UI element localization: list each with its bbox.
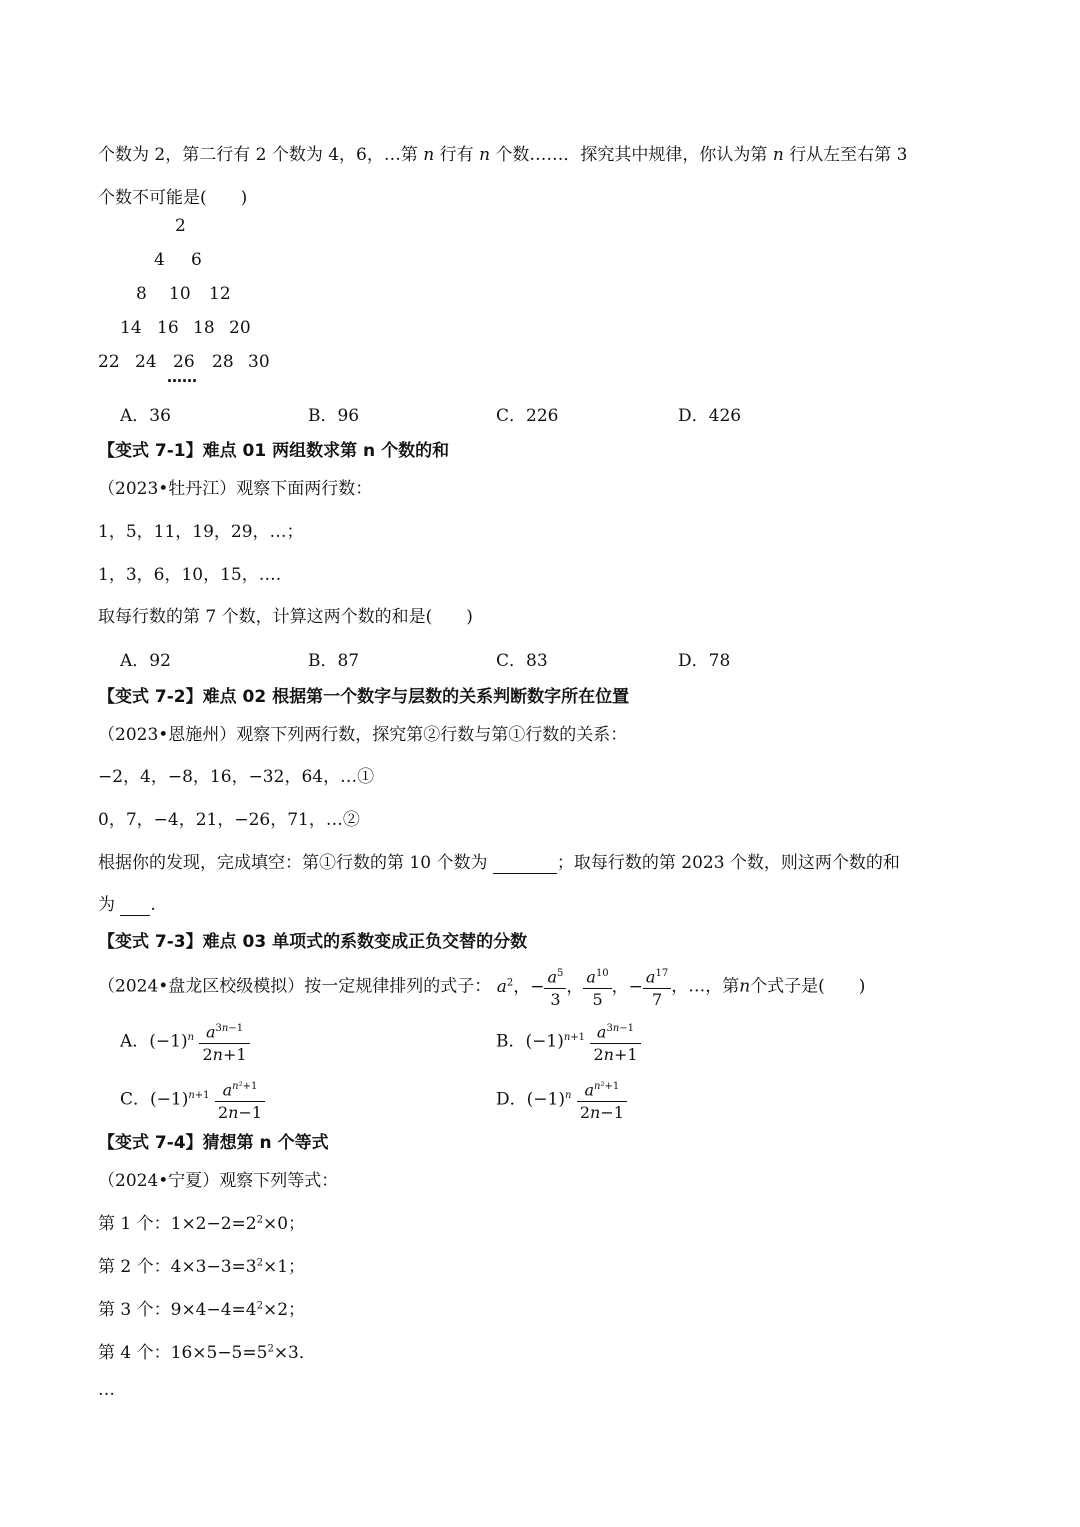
equation-line: 第 3 个：$9\times 4-4=4^2\times 2$；	[98, 1300, 306, 1320]
triangle-cell: 2	[175, 216, 186, 236]
triangle-cell: 10	[169, 284, 191, 304]
triangle-cell: 18	[193, 318, 215, 338]
triangle-cell: 30	[248, 352, 270, 372]
source-line: （2024•盘龙区校级模拟）按一定规律排列的式子： $a^2$，− $\frac{a^5}{3}$ ， $\frac{a^{10}}{5}$ ，− $\frac{a^{17}}{7}$ ，…，第n个式子是( )	[98, 958, 865, 1008]
option-d: D．78	[678, 651, 731, 671]
answer-blank	[493, 853, 557, 874]
sequence-row: 0，7，−4，21，−26，71，…②	[98, 810, 360, 830]
triangle-cell: 24	[135, 352, 157, 372]
section-heading: 【变式 7-3】难点 03 单项式的系数变成正负交替的分数	[98, 932, 528, 952]
sequence-row: 1，5，11，19，29，…；	[98, 522, 304, 542]
option-a: A．92	[120, 651, 171, 671]
option-d: D．426	[678, 406, 742, 426]
question-text: 取每行数的第 7 个数，计算这两个数的和是( )	[98, 607, 473, 627]
triangle-cell: 14	[120, 318, 142, 338]
triangle-cell: 16	[157, 318, 179, 338]
triangle-cell: 12	[209, 284, 231, 304]
sequence-row: −2，4，−8，16，−32，64，…①	[98, 767, 375, 787]
equation-line: 第 1 个：$1\times 2-2=2^2\times 0$；	[98, 1214, 306, 1234]
q7-line2: 个数不可能是( )	[98, 188, 248, 208]
option-b: B．87	[308, 651, 360, 671]
equation-line: 第 4 个：$16\times 5-5=5^2\times 3$．	[98, 1343, 316, 1363]
source-line: （2023•牡丹江）观察下面两行数：	[98, 479, 373, 499]
source-line: （2024•宁夏）观察下列等式：	[98, 1171, 339, 1191]
option-a: A．36	[120, 406, 171, 426]
triangle-cell: 4	[154, 250, 165, 270]
equation-line: 第 2 个：$4\times 3-3=3^2\times 1$；	[98, 1257, 306, 1277]
section-heading: 【变式 7-1】难点 01 两组数求第 n 个数的和	[98, 441, 450, 461]
ellipsis: …	[98, 1380, 115, 1400]
math-term: $a^2$，− $\frac{a^5}{3}$ ， $\frac{a^{10}}{5}$ ，− $\frac{a^{17}}{7}$	[497, 977, 672, 997]
section-heading: 【变式 7-4】猜想第 n 个等式	[98, 1133, 329, 1153]
sequence-row: 1，3，6，10，15，….	[98, 565, 282, 585]
answer-blank	[120, 895, 150, 916]
option-c: C．226	[496, 406, 559, 426]
question-text: 为 .	[98, 895, 156, 915]
triangle-cell: 8	[136, 284, 147, 304]
triangle-dots: ……	[167, 368, 197, 386]
triangle-cell: 22	[98, 352, 120, 372]
triangle-cell: 6	[191, 250, 202, 270]
question-text: 根据你的发现，完成填空：第①行数的第 10 个数为 ；取每行数的第 2023 个数，则这两个数的和	[98, 853, 900, 873]
option-b: B．96	[308, 406, 360, 426]
q7-line1: 个数为 2，第二行有 2 个数为 4，6，…第 n 行有 n 个数……．探究其中规律，你认为第 n 行从左至右第 3	[98, 145, 908, 165]
triangle-cell: 20	[229, 318, 251, 338]
option-d: D．$(-1)^n$ $\frac{a^{n^2+1}}{2n-1}$	[496, 1070, 627, 1122]
triangle-cell: 28	[212, 352, 234, 372]
triangle-cell: 26	[173, 352, 195, 372]
option-a: A．$(-1)^n$ $\frac{a^{3n-1}}{2n+1}$	[120, 1012, 250, 1064]
section-heading: 【变式 7-2】难点 02 根据第一个数字与层数的关系判断数字所在位置	[98, 687, 630, 707]
option-c: C．83	[496, 651, 548, 671]
option-b: B．$(-1)^{n+1}$ $\frac{a^{3n-1}}{2n+1}$	[496, 1012, 641, 1064]
source-line: （2023•恩施州）观察下列两行数，探究第②行数与第①行数的关系：	[98, 725, 628, 745]
option-c: C．$(-1)^{n+1}$ $\frac{a^{n^2+1}}{2n-1}$	[120, 1070, 265, 1122]
